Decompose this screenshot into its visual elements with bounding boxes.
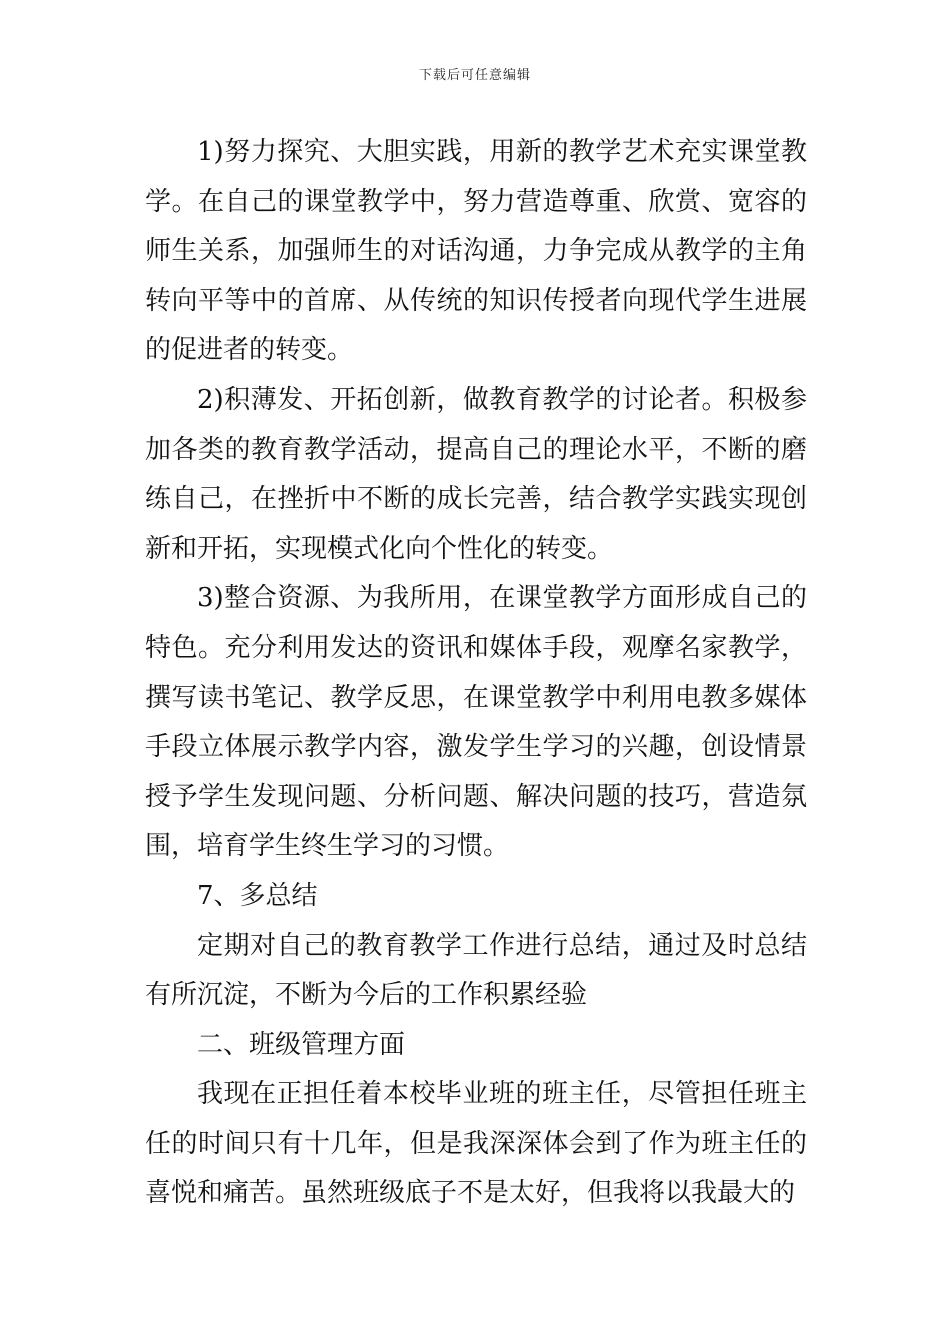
paragraph-1: 1)努力探究、大胆实践，用新的教学艺术充实课堂教学。在自己的课堂教学中，努力营造尊重、欣赏、宽容的师生关系，加强师生的对话沟通，力争完成从教学的主角转向平等中的首席、从传统的知识传授者向现代学生进展的促进者的转变。	[145, 137, 807, 366]
section-heading-class-management: 二、班级管理方面	[197, 1029, 406, 1060]
section-heading-summary: 7、多总结	[197, 880, 318, 911]
paragraph-4: 定期对自己的教育教学工作进行总结，通过及时总结有所沉淀，不断为今后的工作积累经验	[145, 930, 807, 1011]
document-body	[145, 128, 807, 1219]
paragraph-2: 2)积薄发、开拓创新，做教育教学的讨论者。积极参加各类的教育教学活动，提高自己的理论水平，不断的磨练自己，在挫折中不断的成长完善，结合教学实践实现创新和开拓，实现模式化向个性化的转变。	[145, 384, 807, 564]
paragraph-5: 我现在正担任着本校毕业班的班主任，尽管担任班主任的时间只有十几年，但是我深深体会到了作为班主任的喜悦和痛苦。虽然班级底子不是太好，但我将以我最大的	[145, 1079, 807, 1209]
paragraph-3: 3)整合资源、为我所用，在课堂教学方面形成自己的特色。充分利用发达的资讯和媒体手段，观摩名家教学，撰写读书笔记、教学反思，在课堂教学中利用电教多媒体手段立体展示教学内容，激发学生学习的兴趣，创设情景授予学生发现问题、分析问题、解决问题的技巧，营造氛围，培育学生终生学习的习惯。	[145, 583, 807, 862]
page-header: 下载后可任意编辑	[418, 68, 531, 83]
